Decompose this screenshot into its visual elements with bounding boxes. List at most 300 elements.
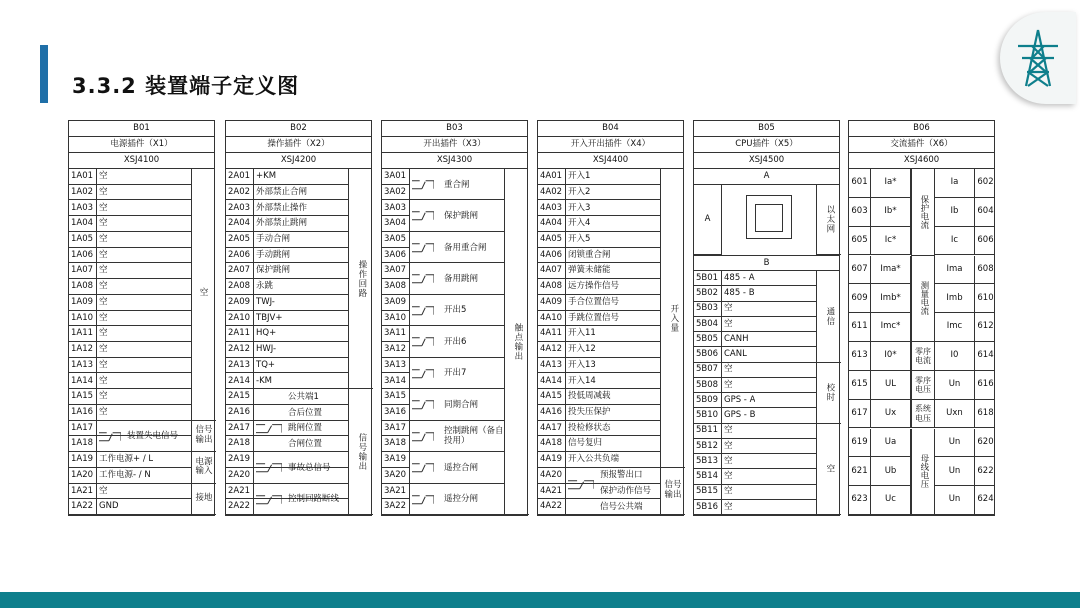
terminal-label: 空 xyxy=(99,407,108,418)
terminal-id: 611 xyxy=(849,313,871,341)
page-title: 3.3.2 装置端子定义图 xyxy=(72,74,300,98)
terminal-label: 空 xyxy=(99,359,108,370)
table-row xyxy=(694,302,816,317)
terminal-id: 618 xyxy=(977,407,994,418)
terminal-id: 4A10 xyxy=(538,311,566,326)
terminal-id: 3A09 xyxy=(382,295,410,310)
block-header-3: XSJ4200 xyxy=(226,153,371,169)
terminal-id: 2A21 xyxy=(226,484,254,499)
contact-label: 保护跳闸 xyxy=(444,211,479,222)
table-row xyxy=(69,484,191,500)
terminal-label: TQ+ xyxy=(256,359,276,370)
terminal-id: 1A03 xyxy=(69,200,97,215)
terminal-id: 4A17 xyxy=(538,421,566,436)
terminal-id: 2A17 xyxy=(226,421,254,436)
terminal-label: CANL xyxy=(724,349,747,360)
table-row xyxy=(69,311,191,327)
terminal-id: 624 xyxy=(977,494,994,505)
terminal-rows xyxy=(849,169,994,515)
terminal-label: 外部禁止操作 xyxy=(256,202,308,213)
contact-pair xyxy=(410,295,504,326)
block-header-3: XSJ4100 xyxy=(69,153,214,169)
table-row xyxy=(69,216,191,232)
terminal-id: 613 xyxy=(849,342,871,370)
table-row xyxy=(382,484,410,500)
terminal-label: 空 xyxy=(99,328,108,339)
terminal-id: 4A07 xyxy=(538,263,566,278)
port-a-side-label: A xyxy=(694,185,722,255)
relay-contact-icon xyxy=(412,299,434,322)
channel-name: Ia xyxy=(935,169,975,197)
terminal-label: 空 xyxy=(99,281,108,292)
terminal-id: 5B10 xyxy=(694,408,722,422)
contact-label: 备用重合闸 xyxy=(444,242,487,253)
port-a-header: A xyxy=(694,169,839,185)
terminal-id: 5B07 xyxy=(694,363,722,377)
terminal-label: HWJ- xyxy=(256,344,277,355)
terminal-label: 投检修状态 xyxy=(568,422,611,433)
terminal-id: 3A19 xyxy=(382,452,410,467)
terminal-id: 5B13 xyxy=(694,454,722,468)
terminal-id: 2A10 xyxy=(226,311,254,326)
terminal-block-b02 xyxy=(225,120,372,516)
relay-label: 跳闸位置 xyxy=(288,423,323,434)
table-row xyxy=(226,185,348,201)
table-row xyxy=(69,468,191,484)
table-row xyxy=(226,342,348,358)
table-row xyxy=(382,248,410,264)
contact-label: 装置失电信号 xyxy=(127,431,179,442)
contact-pair xyxy=(410,200,504,231)
block-header-3: XSJ4600 xyxy=(849,153,994,169)
group-input: 开入量 xyxy=(660,169,685,468)
channel-name: Ic* xyxy=(871,227,911,255)
channel-name: Ub xyxy=(871,457,911,485)
terminal-label: 开入公共负端 xyxy=(568,454,620,465)
terminal-label: -KM xyxy=(256,375,272,386)
terminal-id: 2A22 xyxy=(226,499,254,514)
terminal-id: 4A20 xyxy=(538,468,566,483)
table-row xyxy=(694,332,816,347)
terminal-block-b06 xyxy=(848,120,995,516)
terminal-id: 4A13 xyxy=(538,358,566,373)
terminal-id: 1A20 xyxy=(69,468,97,483)
table-row xyxy=(69,452,191,468)
terminal-id: 5B01 xyxy=(694,271,722,285)
terminal-label: 空 xyxy=(724,364,733,375)
table-row xyxy=(538,232,660,248)
channel-name: Ic xyxy=(935,227,975,255)
channel-name: Uxn xyxy=(935,400,975,428)
terminal-id: 609 xyxy=(849,284,871,312)
terminal-id: 3A21 xyxy=(382,484,410,499)
table-row xyxy=(226,436,348,452)
terminal-label: 外部禁止合闸 xyxy=(256,186,308,197)
table-row xyxy=(226,311,348,327)
relay-contact-icon xyxy=(412,330,434,353)
table-row xyxy=(69,373,191,389)
terminal-label: 开入2 xyxy=(568,186,591,197)
table-row xyxy=(538,216,660,232)
terminal-label: GPS - A xyxy=(724,394,756,405)
terminal-block-b01 xyxy=(68,120,215,516)
terminal-id: 619 xyxy=(849,429,871,457)
terminal-id: 3A08 xyxy=(382,279,410,294)
group-signal-output: 信号输出 xyxy=(660,468,685,515)
terminal-label: 投失压保护 xyxy=(568,407,611,418)
terminal-id: 603 xyxy=(849,198,871,226)
table-row xyxy=(694,347,816,362)
terminal-id: 1A06 xyxy=(69,248,97,263)
table-row xyxy=(694,485,816,500)
contact-pair xyxy=(410,389,504,420)
group-operation-circuit: 操作回路 xyxy=(348,169,373,389)
terminal-label: 空 xyxy=(724,425,733,436)
table-row xyxy=(69,169,191,185)
contact-label: 控制跳闸（备自投用） xyxy=(444,426,504,447)
terminal-label: 开入4 xyxy=(568,218,591,229)
terminal-id: 1A19 xyxy=(69,452,97,467)
relay-contact-icon xyxy=(568,471,594,498)
block-header-1: B03 xyxy=(382,121,527,137)
terminal-label: 空 xyxy=(99,344,108,355)
block-header-1: B04 xyxy=(538,121,683,137)
terminal-label: 空 xyxy=(724,379,733,390)
channel-name: Imb xyxy=(935,284,975,312)
terminal-label: 空 xyxy=(99,249,108,260)
terminal-label: 空 xyxy=(99,312,108,323)
relay-contact-icon xyxy=(256,407,282,450)
terminal-id: 1A04 xyxy=(69,216,97,231)
table-row xyxy=(226,248,348,264)
terminal-id: 1A12 xyxy=(69,342,97,357)
terminal-id: 3A07 xyxy=(382,263,410,278)
ethernet-port-inner xyxy=(755,204,783,232)
terminal-label: 485 - B xyxy=(724,288,755,299)
terminal-id: 5B06 xyxy=(694,347,722,361)
table-row xyxy=(694,500,816,515)
table-row xyxy=(382,232,410,248)
channel-name: Un xyxy=(935,486,975,514)
terminal-id: 4A22 xyxy=(538,499,566,514)
block-header-2: 电源插件（X1） xyxy=(69,137,214,153)
channel-name: Ux xyxy=(871,400,911,428)
channel-name: Ib* xyxy=(871,198,911,226)
terminal-id: 3A13 xyxy=(382,358,410,373)
terminal-label: 开入1 xyxy=(568,171,591,182)
terminal-id: 3A06 xyxy=(382,248,410,263)
table-row xyxy=(538,185,660,201)
group-empty: 空 xyxy=(191,169,216,421)
table-row xyxy=(694,393,816,408)
terminal-id: 1A18 xyxy=(69,436,97,451)
terminal-id: 5B03 xyxy=(694,302,722,316)
channel-name: Ua xyxy=(871,429,911,457)
transmission-tower-icon xyxy=(1010,26,1066,90)
group-empty: 空 xyxy=(816,424,841,516)
contact-label: 开出6 xyxy=(444,336,467,347)
group-bus-voltage: 母线电压 xyxy=(911,429,935,516)
terminal-id: 1A15 xyxy=(69,389,97,404)
table-row xyxy=(226,295,348,311)
table-row xyxy=(694,363,816,378)
terminal-label: GND xyxy=(99,501,119,512)
footer-bar xyxy=(0,592,1080,608)
channel-name: Imc xyxy=(935,313,975,341)
terminal-id: 4A08 xyxy=(538,279,566,294)
terminal-id: 4A04 xyxy=(538,216,566,231)
contact-pair xyxy=(410,232,504,263)
contact-label: 遥控分闸 xyxy=(444,494,479,505)
table-row xyxy=(226,326,348,342)
terminal-rows xyxy=(226,169,371,515)
terminal-id: 3A22 xyxy=(382,499,410,514)
table-row xyxy=(694,408,816,423)
table-row xyxy=(538,373,660,389)
terminal-label: 闭锁重合闸 xyxy=(568,249,611,260)
terminal-id: 616 xyxy=(977,379,994,390)
terminal-label: 空 xyxy=(724,471,733,482)
terminal-label: 空 xyxy=(99,485,108,496)
channel-name: UL xyxy=(871,371,911,399)
terminal-id: 3A10 xyxy=(382,311,410,326)
terminal-id: 623 xyxy=(849,486,871,514)
table-row xyxy=(382,263,410,279)
terminal-id: 3A05 xyxy=(382,232,410,247)
relay-label: 事故总信号 xyxy=(288,462,331,473)
terminal-id: 614 xyxy=(977,350,994,361)
terminal-id: 2A02 xyxy=(226,185,254,200)
terminal-block-b04 xyxy=(537,120,684,516)
terminal-label: 空 xyxy=(99,375,108,386)
table-row xyxy=(538,326,660,342)
relay-contact-icon xyxy=(412,456,434,479)
terminal-id: 5B09 xyxy=(694,393,722,407)
terminal-label: 空 xyxy=(99,234,108,245)
terminal-id: 5B12 xyxy=(694,439,722,453)
block-header-3: XSJ4300 xyxy=(382,153,527,169)
terminal-id: 605 xyxy=(849,227,871,255)
terminal-id: 615 xyxy=(849,371,871,399)
terminal-label: 手动跳闸 xyxy=(256,249,291,260)
terminal-id: 5B15 xyxy=(694,485,722,499)
table-row xyxy=(69,200,191,216)
terminal-label: 空 xyxy=(99,296,108,307)
terminal-id: 2A15 xyxy=(226,389,254,404)
table-row xyxy=(226,405,348,421)
terminal-id: 3A18 xyxy=(382,436,410,451)
terminal-label: 永跳 xyxy=(256,281,274,292)
relay-contact-icon xyxy=(99,423,121,450)
table-row xyxy=(69,499,191,515)
terminal-id: 617 xyxy=(849,400,871,428)
terminal-label: 开入14 xyxy=(568,375,596,386)
terminal-id: 610 xyxy=(977,292,994,303)
block-header-2: 操作插件（X2） xyxy=(226,137,371,153)
terminal-id: 2A20 xyxy=(226,468,254,483)
terminal-id: 2A03 xyxy=(226,200,254,215)
terminal-label: 开入3 xyxy=(568,202,591,213)
terminal-id: 2A07 xyxy=(226,263,254,278)
relay-label: 合闸位置 xyxy=(288,438,323,449)
terminal-id: 2A08 xyxy=(226,279,254,294)
terminal-id: 2A05 xyxy=(226,232,254,247)
terminal-id: 1A02 xyxy=(69,185,97,200)
table-row xyxy=(538,263,660,279)
terminal-id: 3A17 xyxy=(382,421,410,436)
terminal-label: 空 xyxy=(724,303,733,314)
table-row xyxy=(694,271,816,286)
terminal-label: GPS - B xyxy=(724,410,756,421)
contact-label: 遥控合闸 xyxy=(444,462,479,473)
terminal-id: 2A14 xyxy=(226,373,254,388)
table-row xyxy=(382,216,410,232)
relay-contact-icon xyxy=(412,173,434,196)
terminal-label: 远方操作信号 xyxy=(568,281,620,292)
table-row xyxy=(382,405,410,421)
relay-label: 公共端1 xyxy=(288,391,319,402)
terminal-id: 5B14 xyxy=(694,469,722,483)
group-system-voltage: 系统电压 xyxy=(911,400,935,429)
terminal-id: 3A01 xyxy=(382,169,410,184)
table-row xyxy=(538,358,660,374)
terminal-rows xyxy=(69,169,214,515)
terminal-label: TWJ- xyxy=(256,296,275,307)
title-accent-bar xyxy=(40,45,48,103)
table-row xyxy=(694,469,816,484)
block-header-1: B06 xyxy=(849,121,994,137)
block-header-2: 开入开出插件（X4） xyxy=(538,137,683,153)
relay-contact-icon xyxy=(412,393,434,416)
table-row xyxy=(226,200,348,216)
contact-pair xyxy=(410,169,504,200)
terminal-id: 2A19 xyxy=(226,452,254,467)
table-row xyxy=(382,499,410,515)
block-header-2: 开出插件（X3） xyxy=(382,137,527,153)
contact-label: 重合闸 xyxy=(444,179,470,190)
table-row xyxy=(69,232,191,248)
terminal-label: 保护跳闸 xyxy=(256,265,291,276)
table-row xyxy=(382,373,410,389)
terminal-id: 4A02 xyxy=(538,185,566,200)
group-contact-output: 触点输出 xyxy=(504,169,529,515)
table-row xyxy=(382,358,410,374)
terminal-label: 弹簧未储能 xyxy=(568,265,611,276)
table-row xyxy=(382,295,410,311)
channel-name: Un xyxy=(935,429,975,457)
terminal-id: 3A16 xyxy=(382,405,410,420)
terminal-id: 4A12 xyxy=(538,342,566,357)
table-row xyxy=(694,439,816,454)
relay-contact-icon xyxy=(412,236,434,259)
terminal-label: 空 xyxy=(724,440,733,451)
terminal-rows xyxy=(694,169,839,515)
table-row xyxy=(538,436,660,452)
contact-pair xyxy=(410,452,504,483)
table-row xyxy=(69,185,191,201)
terminal-id: 2A13 xyxy=(226,358,254,373)
terminal-id: 3A12 xyxy=(382,342,410,357)
terminal-rows xyxy=(382,169,527,515)
terminal-id: 4A06 xyxy=(538,248,566,263)
terminal-id: 2A11 xyxy=(226,326,254,341)
terminal-label: 485 - A xyxy=(724,272,755,283)
terminal-label: CANH xyxy=(724,333,749,344)
table-row xyxy=(382,311,410,327)
terminal-label: 开入12 xyxy=(568,344,596,355)
table-row xyxy=(538,389,660,405)
block-header-3: XSJ4400 xyxy=(538,153,683,169)
channel-name: Un xyxy=(935,371,975,399)
table-row xyxy=(694,317,816,332)
table-row xyxy=(226,358,348,374)
terminal-id: 2A16 xyxy=(226,405,254,420)
terminal-id: 1A13 xyxy=(69,358,97,373)
table-row xyxy=(538,342,660,358)
table-row xyxy=(694,286,816,301)
table-row xyxy=(226,373,348,389)
terminal-id: 620 xyxy=(977,436,994,447)
terminal-id: 4A21 xyxy=(538,484,566,499)
terminal-label: HQ+ xyxy=(256,328,277,339)
terminal-id: 1A11 xyxy=(69,326,97,341)
table-row xyxy=(538,200,660,216)
table-row xyxy=(69,405,191,421)
ethernet-label: 以太网 xyxy=(816,185,841,255)
terminal-block-b05 xyxy=(693,120,840,516)
terminal-id: 4A05 xyxy=(538,232,566,247)
terminal-id: 5B08 xyxy=(694,378,722,392)
terminal-label: 空 xyxy=(724,501,733,512)
table-row xyxy=(538,405,660,421)
contact-label: 开出5 xyxy=(444,305,467,316)
terminal-id: 1A09 xyxy=(69,295,97,310)
port-b-header: B xyxy=(694,255,839,271)
table-row xyxy=(226,421,348,437)
company-logo xyxy=(1000,12,1076,104)
relay-label: 信号公共端 xyxy=(600,501,643,512)
terminal-label: 空 xyxy=(724,318,733,329)
terminal-block-b03 xyxy=(381,120,528,516)
terminal-label: 工作电源- / N xyxy=(99,469,151,480)
terminal-label: 空 xyxy=(724,486,733,497)
table-row xyxy=(382,342,410,358)
terminal-id: 5B02 xyxy=(694,286,722,300)
terminal-label: +KM xyxy=(256,171,277,182)
table-row xyxy=(694,378,816,393)
relay-label: 保护动作信号 xyxy=(600,486,652,497)
terminal-id: 5B05 xyxy=(694,332,722,346)
terminal-id: 3A04 xyxy=(382,216,410,231)
contact-pair xyxy=(410,326,504,357)
terminal-id: 5B04 xyxy=(694,317,722,331)
table-row xyxy=(538,421,660,437)
contact-pair xyxy=(410,484,504,515)
table-row xyxy=(538,295,660,311)
terminal-label: 开入11 xyxy=(568,328,596,339)
terminal-id: 3A20 xyxy=(382,468,410,483)
table-row xyxy=(382,169,410,185)
relay-label: 控制回路断线 xyxy=(288,494,340,504)
group-power-input: 电源输入 xyxy=(191,452,216,483)
terminal-label: 手合位置信号 xyxy=(568,296,620,307)
terminal-label: 空 xyxy=(99,218,108,229)
relay-contact-icon xyxy=(412,267,434,290)
terminal-label: 手动合闸 xyxy=(256,234,291,245)
terminal-id: 1A17 xyxy=(69,421,97,436)
table-row xyxy=(382,452,410,468)
terminal-id: 3A03 xyxy=(382,200,410,215)
